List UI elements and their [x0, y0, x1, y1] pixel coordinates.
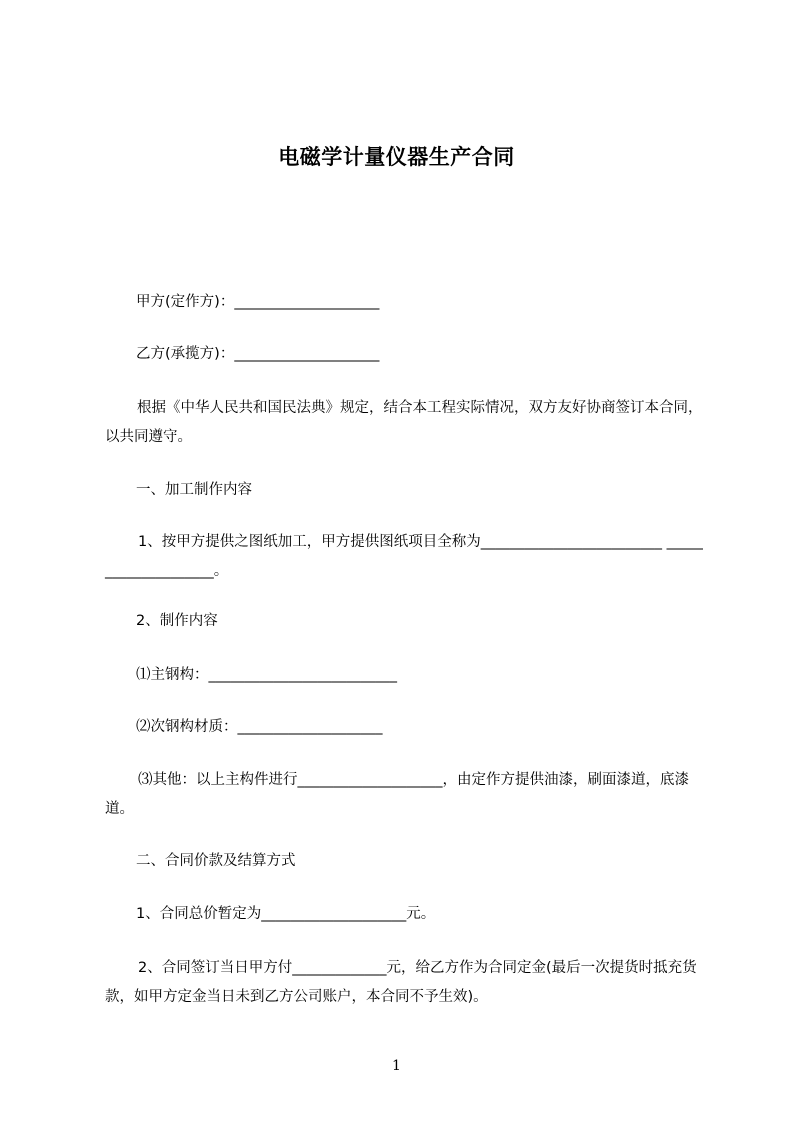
- item-1-1-paragraph: 1、按甲方提供之图纸加工，甲方提供图纸项目全称为_________________________ ____________________。: [105, 534, 703, 579]
- item-1-2-heading: 2、制作内容: [136, 613, 218, 629]
- item-2-1-line: 1、合同总价暂定为____________________元。: [136, 906, 436, 922]
- item-main-steel: ⑴主钢构：__________________________: [136, 667, 397, 683]
- item-other-paragraph: ⑶其他：以上主构件进行____________________，由定作方提供油漆，刷面漆道，底漆道。: [105, 772, 689, 817]
- section-1-heading: 一、加工制作内容: [136, 482, 252, 498]
- party-b-line: 乙方(承揽方)：____________________: [136, 346, 380, 362]
- section-2-heading: 二、合同价款及结算方式: [136, 853, 296, 869]
- intro-paragraph: 根据《中华人民共和国民法典》规定，结合本工程实际情况，双方友好协商签订本合同，以共同遵守。: [105, 400, 703, 445]
- page-number: 1: [392, 1058, 401, 1074]
- item-secondary-steel: ⑵次钢构材质：____________________: [136, 719, 383, 735]
- party-a-line: 甲方(定作方)：____________________: [136, 294, 380, 310]
- item-2-2-paragraph: 2、合同签订当日甲方付_____________元，给乙方作为合同定金(最后一次提货时抵充货款，如甲方定金当日未到乙方公司账户，本合同不予生效)。: [105, 960, 697, 1005]
- contract-title: 电磁学计量仪器生产合同: [278, 145, 515, 169]
